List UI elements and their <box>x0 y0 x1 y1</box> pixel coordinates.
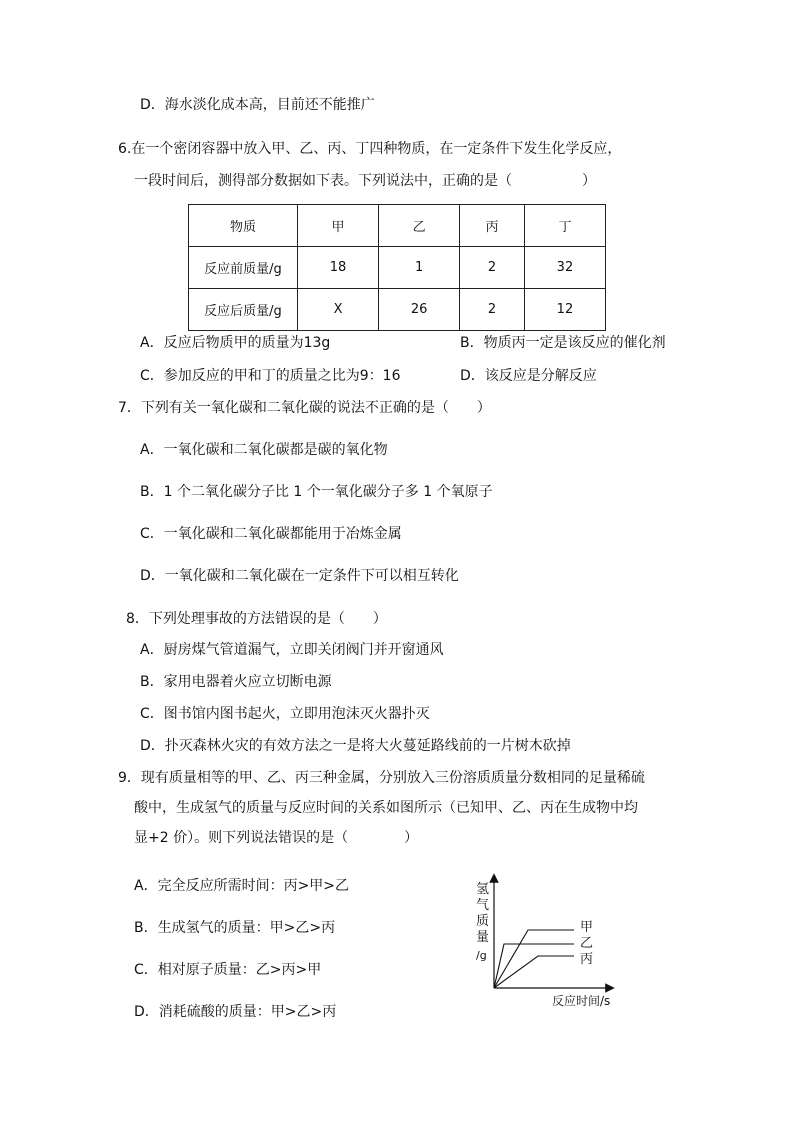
q8-option-a: A．厨房煤气管道漏气，立即关闭阀门并开窗通风 <box>140 642 444 658</box>
q6-option-d: D．该反应是分解反应 <box>460 368 597 384</box>
graph-series-label: 乙 <box>580 936 594 951</box>
graph-xlabel: 反应时间/s <box>552 994 611 1008</box>
graph-series-label: 丙 <box>580 952 594 967</box>
table-cell: 2 <box>460 289 525 331</box>
table-cell: 32 <box>524 247 605 289</box>
q8-stem: 8．下列处理事故的方法错误的是（ ） <box>126 611 387 627</box>
table-header-cell: 甲 <box>298 205 379 247</box>
q6-data-table <box>188 204 606 331</box>
q8-option-d: D．扑灭森林火灾的有效方法之一是将大火蔓延路线前的一片树木砍掉 <box>140 738 571 754</box>
q6-stem-line-1: 6.在一个密闭容器中放入甲、乙、丙、丁四种物质，在一定条件下发生化学反应， <box>118 141 622 157</box>
q7-option-b: B．1 个二氧化碳分子比 1 个一氧化碳分子多 1 个氧原子 <box>140 484 493 500</box>
table-header-row <box>189 205 606 247</box>
q9-option-d: D．消耗硫酸的质量：甲>乙>丙 <box>134 1004 337 1020</box>
graph-svg <box>470 872 630 1012</box>
table-cell: 反应前质量/g <box>189 247 298 289</box>
q9-stem-line-2: 酸中，生成氢气的质量与反应时间的关系如图所示（已知甲、乙、丙在生成物中均 <box>134 800 638 816</box>
q7-option-c: C．一氧化碳和二氧化碳都能用于冶炼金属 <box>140 526 402 542</box>
table-cell: 1 <box>379 247 460 289</box>
graph-ylabel-char: 氢 <box>476 882 490 897</box>
q7-option-d: D．一氧化碳和二氧化碳在一定条件下可以相互转化 <box>140 568 459 584</box>
table-cell: 反应后质量/g <box>189 289 298 331</box>
graph-ylabel-char: 量 <box>476 930 490 945</box>
graph-ylabel-char: 气 <box>476 898 490 913</box>
q9-stem-line-1: 9．现有质量相等的甲、乙、丙三种金属，分别放入三份溶质质量分数相同的足量稀硫 <box>118 770 645 786</box>
table-cell: 12 <box>524 289 605 331</box>
graph-line-yi <box>494 944 574 988</box>
graph-series-label: 甲 <box>580 920 594 935</box>
graph-ylabel-char: 质 <box>476 914 490 929</box>
table-header-cell: 丙 <box>460 205 525 247</box>
q9-stem-line-3: 显+2 价）。则下列说法错误的是（ ） <box>134 830 419 846</box>
table-row <box>189 289 606 331</box>
q6-stem-line-2: 一段时间后，测得部分数据如下表。下列说法中，正确的是（ ） <box>134 173 596 189</box>
q8-option-c: C．图书馆内图书起火，立即用泡沫灭火器扑灭 <box>140 706 430 722</box>
q6-option-a: A．反应后物质甲的质量为13g <box>140 335 331 351</box>
q9-option-c: C．相对原子质量：乙>丙>甲 <box>134 962 322 978</box>
q5-option-d: D．海水淡化成本高，目前还不能推广 <box>140 97 375 113</box>
q6-option-b: B．物质丙一定是该反应的催化剂 <box>460 335 666 351</box>
graph-line-bing <box>494 956 574 988</box>
q7-stem: 7．下列有关一氧化碳和二氧化碳的说法不正确的是（ ） <box>118 400 491 416</box>
table-cell: X <box>298 289 379 331</box>
table-row <box>189 247 606 289</box>
table-header-cell: 物质 <box>189 205 298 247</box>
q8-option-b: B．家用电器着火应立切断电源 <box>140 674 332 690</box>
q9-option-b: B．生成氢气的质量：甲>乙>丙 <box>134 920 336 936</box>
q7-option-a: A．一氧化碳和二氧化碳都是碳的氧化物 <box>140 442 388 458</box>
table-header-cell: 丁 <box>524 205 605 247</box>
table-header-cell: 乙 <box>379 205 460 247</box>
table-cell: 18 <box>298 247 379 289</box>
graph-ylabel-char: /g <box>476 949 487 962</box>
q9-option-a: A．完全反应所需时间：丙>甲>乙 <box>134 878 350 894</box>
table-cell: 26 <box>379 289 460 331</box>
hydrogen-mass-graph <box>470 872 630 1012</box>
table-cell: 2 <box>460 247 525 289</box>
q6-option-c: C．参加反应的甲和丁的质量之比为9：16 <box>140 368 401 384</box>
